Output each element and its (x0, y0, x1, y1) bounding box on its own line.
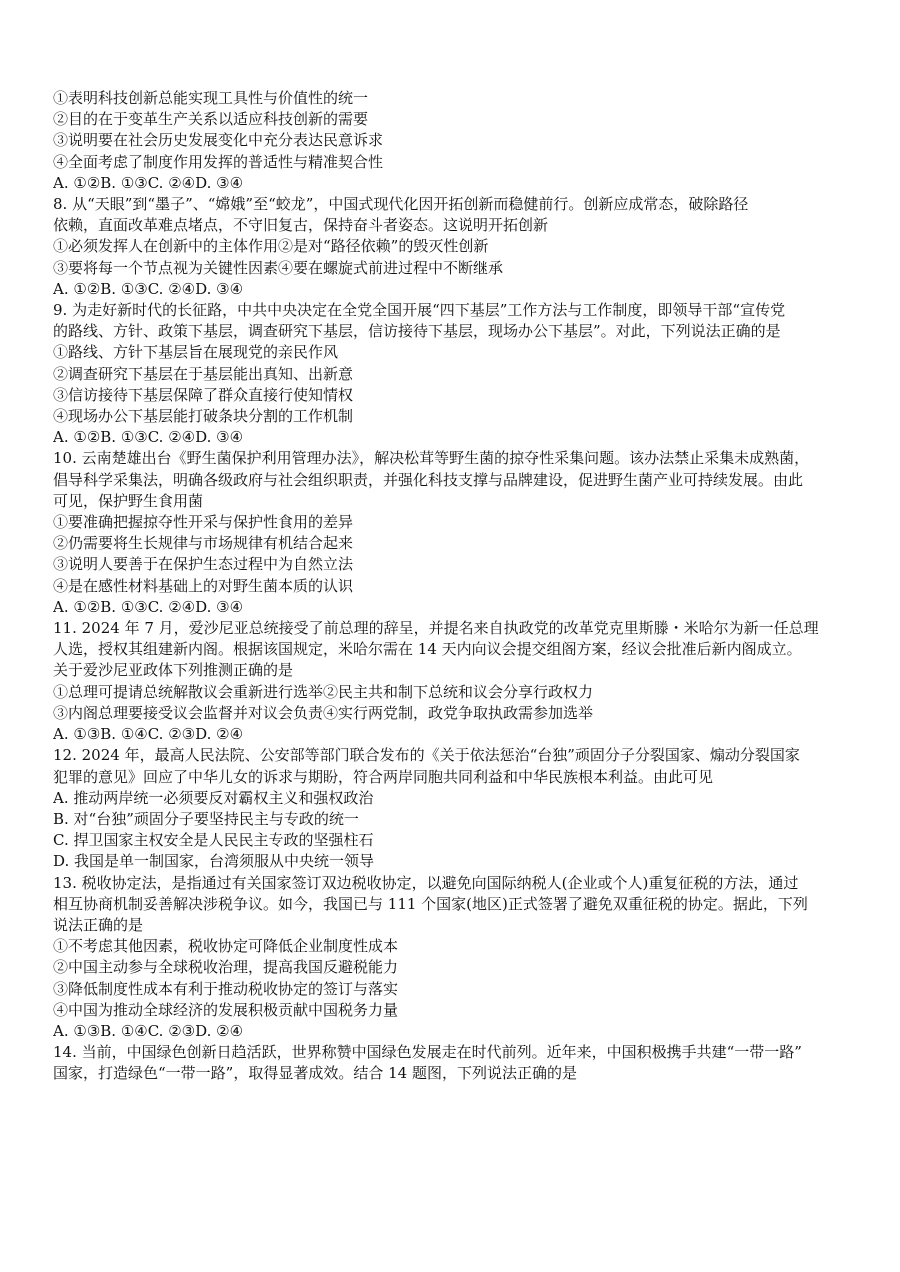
text-line: ④现场办公下基层能打破条块分割的工作机制 (53, 407, 354, 426)
text-line: A. ①②B. ①③C. ②④D. ③④ (53, 597, 244, 616)
text-line: ③说明人要善于在保护生态过程中为自然立法 (53, 555, 354, 574)
text-line: ②仍需要将生长规律与市场规律有机结合起来 (53, 534, 354, 553)
text-line: B. 对“台独”顽固分子要坚持民主与专政的统一 (53, 809, 359, 828)
text-line: ③要将每一个节点视为关键性因素④要在螺旋式前进过程中不断继承 (53, 258, 504, 277)
text-line: 犯罪的意见》回应了中华儿女的诉求与期盼，符合两岸同胞共同利益和中华民族根本利益。由此可见 (53, 767, 714, 786)
text-line: 13. 税收协定法，是指通过有关国家签订双边税收协定，以避免向国际纳税人(企业或个人)重复征税的方法，通过 (53, 873, 799, 892)
text-line: 的路线、方针、政策下基层，调查研究下基层，信访接待下基层，现场办公下基层”。对此，下列说法正确的是 (53, 322, 781, 341)
text-line: ②目的在于变革生产关系以适应科技创新的需要 (53, 110, 369, 129)
text-line: 相互协商机制妥善解决涉税争议。如今，我国已与 111 个国家(地区)正式签署了避免双重征税的协定。据此，下列 (53, 894, 808, 913)
text-line: ①要准确把握掠夺性开采与保护性食用的差异 (53, 513, 354, 532)
text-line: ②中国主动参与全球税收治理，提高我国反避税能力 (53, 958, 399, 977)
text-line: ④是在感性材料基础上的对野生菌本质的认识 (53, 576, 354, 595)
text-line: ①不考虑其他因素，税收协定可降低企业制度性成本 (53, 937, 399, 956)
text-line: A. ①②B. ①③C. ②④D. ③④ (53, 279, 244, 298)
text-line: 11. 2024 年 7 月，爱沙尼亚总统接受了前总理的辞呈，并提名来自执政党的改革党克里斯滕・米哈尔为新一任总理 (53, 619, 819, 638)
text-line: 8. 从“天眼”到“墨子”、“嫦娥”至“蛟龙”，中国式现代化因开拓创新而稳健前行。创新应成常态，破除路径 (53, 195, 749, 214)
text-line: ①总理可提请总统解散议会重新进行选举②民主共和制下总统和议会分享行政权力 (53, 682, 594, 701)
text-line: 10. 云南楚雄出台《野生菌保护利用管理办法》，解决松茸等野生菌的掠夺性采集问题。该办法禁止采集未成熟菌， (53, 449, 810, 468)
text-line: ④全面考虑了制度作用发挥的普适性与精准契合性 (53, 152, 384, 171)
document-page (53, 88, 853, 1085)
text-line: 依赖，直面改革难点堵点，不守旧复古，保持奋斗者姿态。这说明开拓创新 (53, 216, 549, 235)
text-line: C. 捍卫国家主权安全是人民民主专政的坚强柱石 (53, 831, 374, 850)
text-line: A. ①②B. ①③C. ②④D. ③④ (53, 428, 244, 447)
text-line: ③说明要在社会历史发展变化中充分表达民意诉求 (53, 131, 384, 150)
text-line: ③降低制度性成本有利于推动税收协定的签订与落实 (53, 979, 399, 998)
text-line: A. 推动两岸统一必须要反对霸权主义和强权政治 (53, 788, 374, 807)
text-line: 关于爱沙尼亚政体下列推测正确的是 (53, 661, 294, 680)
text-line: D. 我国是单一制国家，台湾须服从中央统一领导 (53, 852, 375, 871)
text-line: ④中国为推动全球经济的发展积极贡献中国税务力量 (53, 1000, 399, 1019)
text-line: 人选，授权其组建新内阁。根据该国规定，米哈尔需在 14 天内向议会提交组阁方案，经议会批准后新内阁成立。 (53, 640, 802, 659)
text-line: 可见，保护野生食用菌 (53, 491, 204, 510)
text-line: ①必须发挥人在创新中的主体作用②是对“路径依赖”的毁灭性创新 (53, 237, 489, 256)
text-line: 国家，打造绿色“一带一路”，取得显著成效。结合 14 题图，下列说法正确的是 (53, 1064, 577, 1083)
text-line: ①表明科技创新总能实现工具性与价值性的统一 (53, 89, 369, 107)
text-line: A. ①②B. ①③C. ②④D. ③④ (53, 173, 244, 192)
text-line: ③内阁总理要接受议会监督并对议会负责④实行两党制，政党争取执政需参加选举 (53, 703, 594, 722)
text-line: 倡导科学采集法，明确各级政府与社会组织职责，并强化科技支撑与品牌建设，促进野生菌产业可持续发展。由此 (53, 470, 804, 489)
text-line: 12. 2024 年，最高人民法院、公安部等部门联合发布的《关于依法惩治“台独”顽固分子分裂国家、煽动分裂国家 (53, 746, 800, 765)
text-line: 说法正确的是 (53, 915, 144, 934)
text-line: ②调查研究下基层在于基层能出真知、出新意 (53, 364, 354, 383)
text-line: ③信访接待下基层保障了群众直接行使知情权 (53, 385, 354, 404)
text-line: A. ①③B. ①④C. ②③D. ②④ (53, 725, 244, 744)
text-line: A. ①③B. ①④C. ②③D. ②④ (53, 1021, 244, 1040)
text-line: ①路线、方针下基层旨在展现党的亲民作风 (53, 343, 339, 362)
text-line: 9. 为走好新时代的长征路，中共中央决定在全党全国开展“四下基层”工作方法与工作制度，即领导干部“宣传党 (53, 301, 786, 320)
text-line: 14. 当前，中国绿色创新日趋活跃，世界称赞中国绿色发展走在时代前列。近年来，中国积极携手共建“一带一路” (53, 1043, 802, 1062)
